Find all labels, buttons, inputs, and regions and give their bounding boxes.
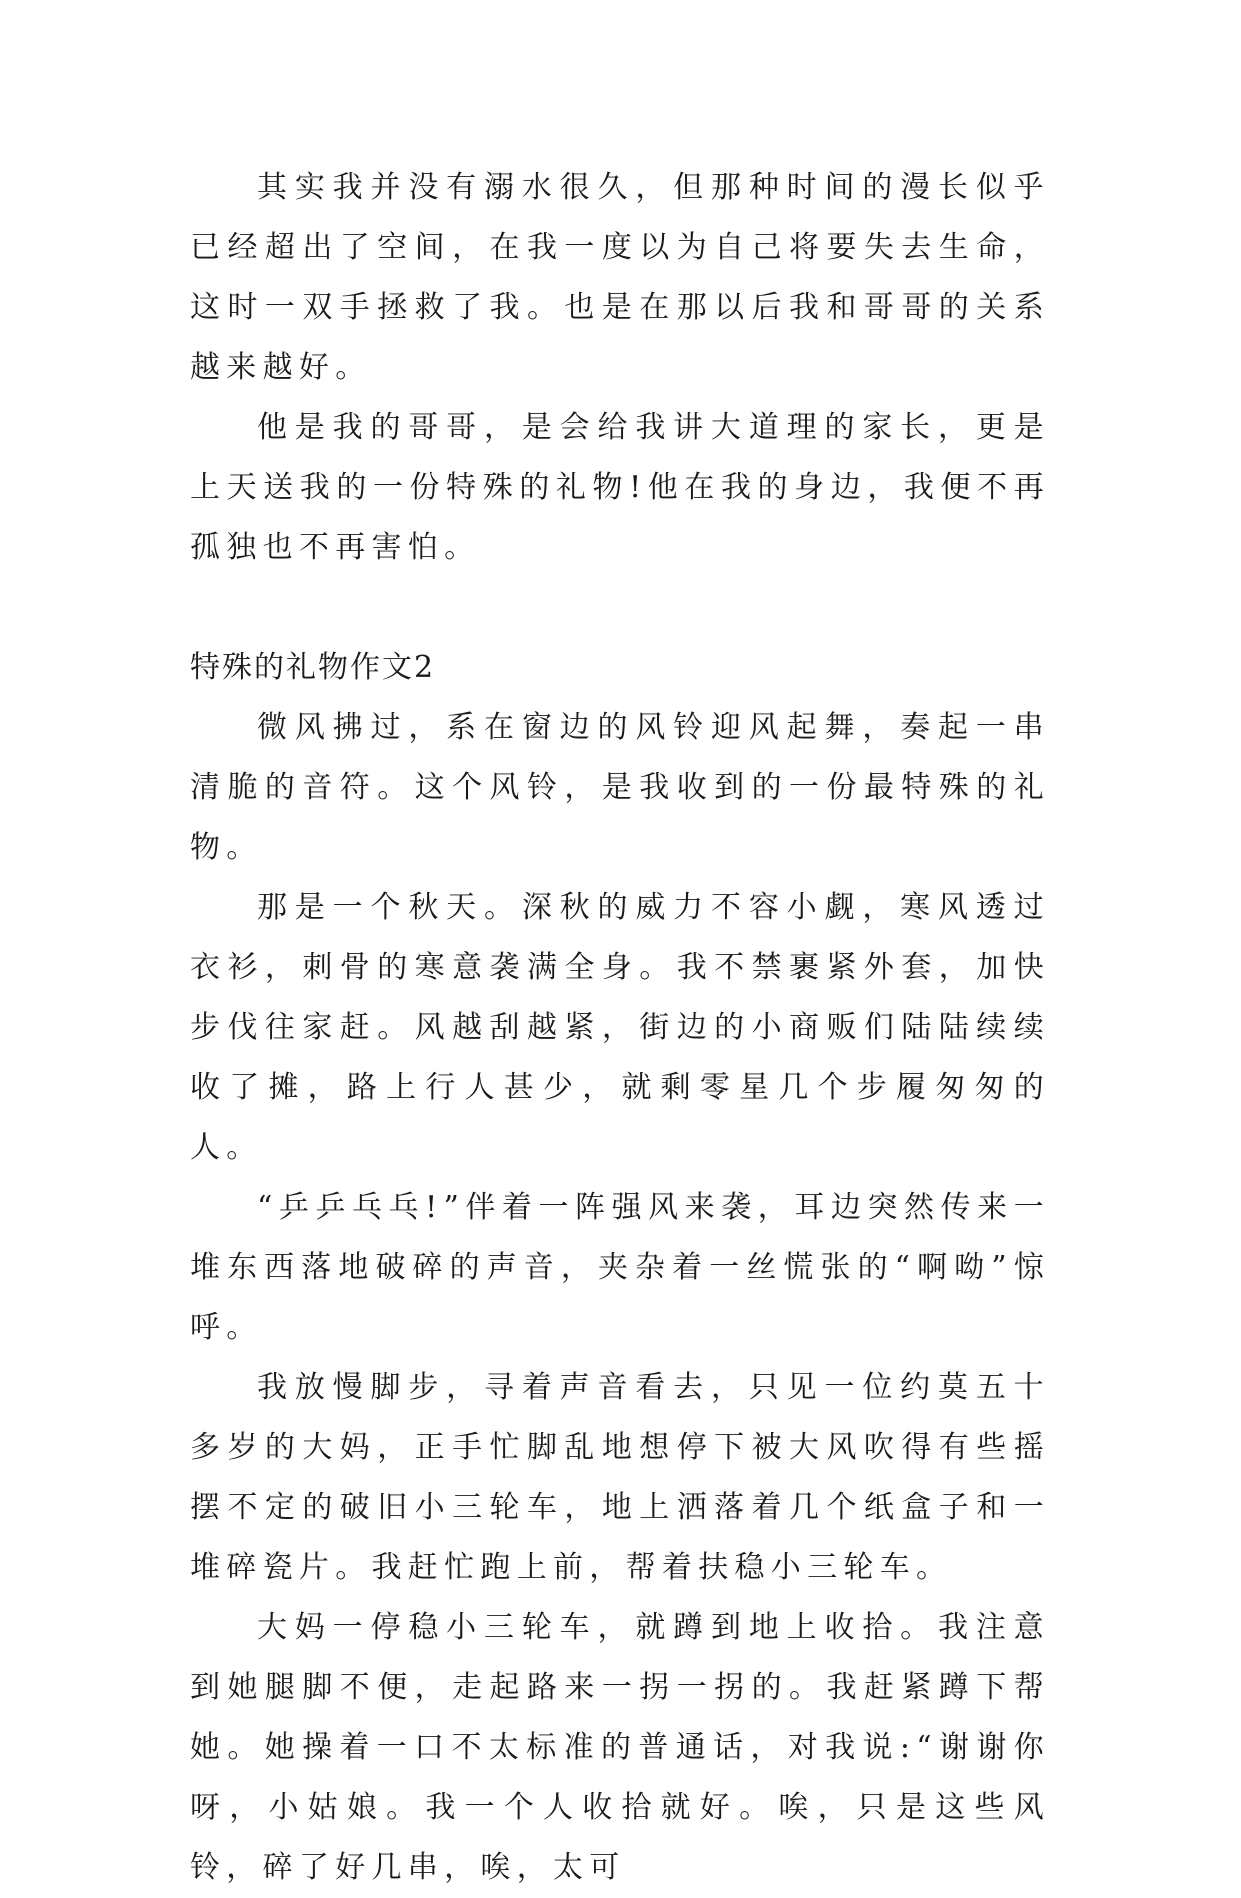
section-spacer: [190, 578, 1050, 638]
section-title: 特殊的礼物作文2: [190, 650, 436, 685]
paragraph: 微风拂过，系在窗边的风铃迎风起舞，奏起一串清脆的音符。这个风铃，是我收到的一份最特殊的礼物。: [190, 710, 1050, 865]
paragraph: 那是一个秋天。深秋的威力不容小觑，寒风透过衣衫，刺骨的寒意袭满全身。我不禁裹紧外套，加快步伐往家赶。风越刮越紧，街边的小商贩们陆陆续续收了摊，路上行人甚少，就剩零星几个步履匆匆的人。: [190, 890, 1050, 1165]
paragraph: 其实我并没有溺水很久，但那种时间的漫长似乎已经超出了空间，在我一度以为自己将要失去生命，这时一双手拯救了我。也是在那以后我和哥哥的关系越来越好。: [190, 170, 1050, 385]
document-page: [190, 158, 1050, 1898]
paragraph: 大妈一停稳小三轮车，就蹲到地上收拾。我注意到她腿脚不便，走起路来一拐一拐的。我赶紧蹲下帮她。她操着一口不太标准的普通话，对我说:“谢谢你呀，小姑娘。我一个人收拾就好。唉，只是这些风铃，碎了好几串，唉，太可: [190, 1610, 1050, 1885]
paragraph: 他是我的哥哥，是会给我讲大道理的家长，更是上天送我的一份特殊的礼物!他在我的身边，我便不再孤独也不再害怕。: [190, 410, 1050, 565]
paragraph: 我放慢脚步，寻着声音看去，只见一位约莫五十多岁的大妈，正手忙脚乱地想停下被大风吹得有些摇摆不定的破旧小三轮车，地上洒落着几个纸盒子和一堆碎瓷片。我赶忙跑上前，帮着扶稳小三轮车。: [190, 1370, 1050, 1585]
paragraph: “乒乒乓乓!”伴着一阵强风来袭，耳边突然传来一堆东西落地破碎的声音，夹杂着一丝慌张的“啊呦”惊呼。: [190, 1190, 1050, 1345]
